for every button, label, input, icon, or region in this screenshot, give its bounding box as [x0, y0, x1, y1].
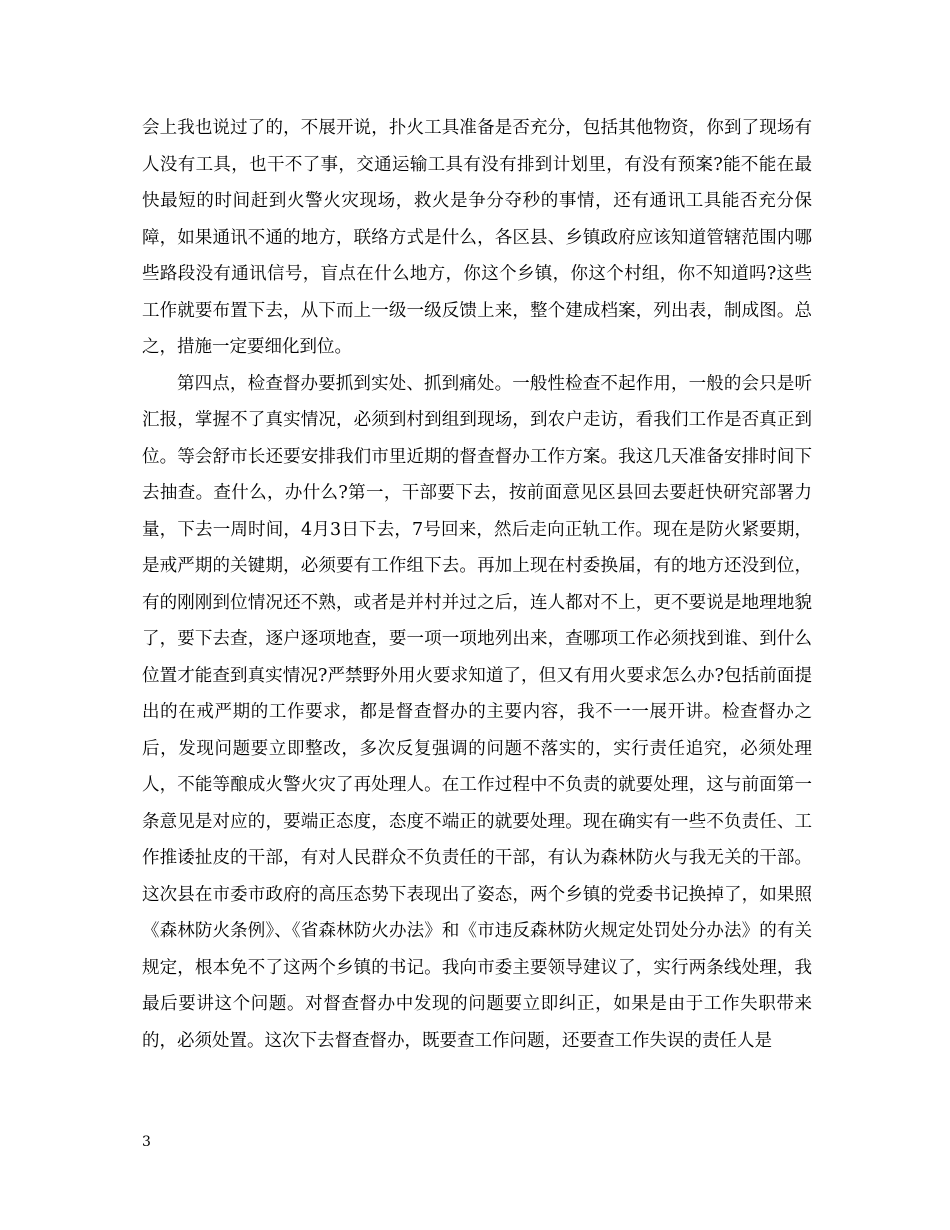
body-text	[142, 110, 812, 1059]
paragraph-2: 第四点，检查督办要抓到实处、抓到痛处。一般性检查不起作用，一般的会只是听汇报，掌握不了真实情况，必须到村到组到现场，到农户走访，看我们工作是否真正到位。等会舒市长还要安排我们市里近期的督查督办工作方案。我这几天准备安排时间下去抽查。查什么，办什么?第一，干部要下去，按前面意见区县回去要赶快研究部署力量，下去一周时间，4月3日下去，7号回来，然后走向正轨工作。现在是防火紧要期，是戒严期的关键期，必须要有工作组下去。再加上现在村委换届，有的地方还没到位，有的刚刚到位情况还不熟，或者是并村并过之后，连人都对不上，更不要说是地理地貌了，要下去查，逐户逐项地查，要一项一项地列出来，查哪项工作必须找到谁、到什么位置才能查到真实情况?严禁野外用火要求知道了，但又有用火要求怎么办?包括前面提出的在戒严期的工作要求，都是督查督办的主要内容，我不一一展开讲。检查督办之后，发现问题要立即整改，多次反复强调的问题不落实的，实行责任追究，必须处理人，不能等酿成火警火灾了再处理人。在工作过程中不负责的就要处理，这与前面第一条意见是对应的，要端正态度，态度不端正的就要处理。现在确实有一些不负责任、工作推诿扯皮的干部，有对人民群众不负责任的干部，有认为森林防火与我无关的干部。这次县在市委市政府的高压态势下表现出了姿态，两个乡镇的党委书记换掉了，如果照《森林防火条例》、《省森林防火办法》和《市违反森林防火规定处罚处分办法》的有关规定，根本免不了这两个乡镇的书记。我向市委主要领导建议了，实行两条线处理，我最后要讲这个问题。对督查督办中发现的问题要立即纠正，如果是由于工作失职带来的，必须处置。这次下去督查督办，既要查工作问题，还要查工作失误的责任人是	[142, 373, 812, 1051]
page-number: 3	[142, 1134, 151, 1150]
paragraph-1: 会上我也说过了的，不展开说，扑火工具准备是否充分，包括其他物资，你到了现场有人没有工具，也干不了事，交通运输工具有没有排到计划里，有没有预案?能不能在最快最短的时间赶到火警火灾现场，救火是争分夺秒的事情，还有通讯工具能否充分保障，如果通讯不通的地方，联络方式是什么，各区县、乡镇政府应该知道管辖范围内哪些路段没有通讯信号，盲点在什么地方，你这个乡镇，你这个村组，你不知道吗?这些工作就要布置下去，从下而上一级一级反馈上来，整个建成档案，列出表，制成图。总之，措施一定要细化到位。	[142, 118, 812, 357]
